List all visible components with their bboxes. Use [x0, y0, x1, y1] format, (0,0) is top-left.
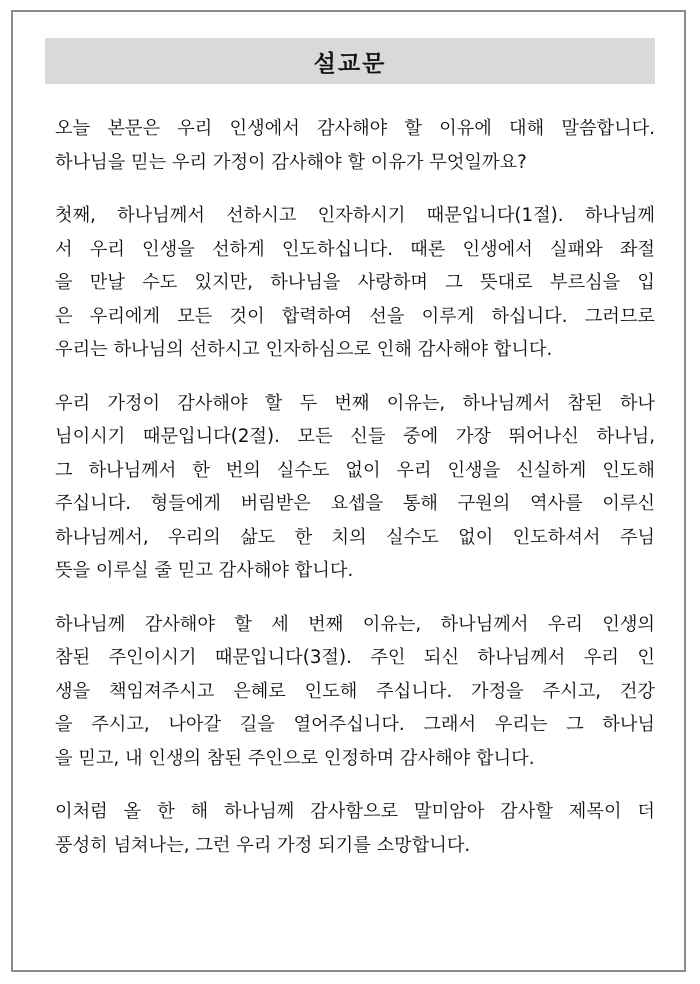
title-banner	[45, 38, 655, 84]
text-line: 생을 책임져주시고 은혜로 인도해 주십니다. 가정을 주시고, 건강	[55, 680, 655, 702]
text-line: 하나님께 감사해야 할 세 번째 이유는, 하나님께서 우리 인생의	[55, 613, 655, 635]
paragraph-second-reason	[55, 387, 655, 588]
paragraph-third-reason	[55, 608, 655, 776]
text-line: 서 우리 인생을 선하게 인도하십니다. 때론 인생에서 실패와 좌절	[55, 238, 655, 260]
paragraph-first-reason	[55, 199, 655, 367]
text-line: 참된 주인이시기 때문입니다(3절). 주인 되신 하나님께서 우리 인	[55, 647, 655, 668]
text-line: 첫째, 하나님께서 선하시고 인자하시기 때문입니다(1절). 하나님께	[55, 205, 655, 226]
text-line: 하나님께서, 우리의 삶도 한 치의 실수도 없이 인도하셔서 주님	[55, 526, 655, 548]
text-line: 풍성히 넘쳐나는, 그런 우리 가정 되기를 소망합니다.	[55, 834, 471, 856]
text-line: 오늘 본문은 우리 인생에서 감사해야 할 이유에 대해 말씀합니다.	[55, 118, 655, 139]
text-line: 은 우리에게 모든 것이 합력하여 선을 이루게 하십니다. 그러므로	[55, 305, 655, 327]
text-line: 이처럼 올 한 해 하나님께 감사함으로 말미암아 감사할 제목이 더	[55, 801, 655, 822]
text-line: 뜻을 이루실 줄 믿고 감사해야 합니다.	[55, 560, 354, 581]
text-line: 그 하나님께서 한 번의 실수도 없이 우리 인생을 신실하게 인도해	[55, 459, 655, 481]
text-line: 을 만날 수도 있지만, 하나님을 사랑하며 그 뜻대로 부르심을 입	[55, 272, 655, 293]
text-line: 우리 가정이 감사해야 할 두 번째 이유는, 하나님께서 참된 하나	[55, 392, 655, 414]
text-line: 우리는 하나님의 선하시고 인자하심으로 인해 감사해야 합니다.	[55, 339, 553, 360]
sermon-body	[55, 112, 655, 882]
text-line: 하나님을 믿는 우리 가정이 감사해야 할 이유가 무엇일까요?	[55, 151, 527, 173]
text-line: 주십니다. 형들에게 버림받은 요셉을 통해 구원의 역사를 이루신	[55, 493, 655, 514]
paragraph-intro	[55, 112, 655, 179]
text-line: 을 주시고, 나아갈 길을 열어주십니다. 그래서 우리는 그 하나님	[55, 714, 655, 735]
paragraph-conclusion	[55, 795, 655, 862]
page-title: 설교문	[313, 50, 387, 77]
text-line: 을 믿고, 내 인생의 참된 주인으로 인정하며 감사해야 합니다.	[55, 747, 535, 769]
text-line: 님이시기 때문입니다(2절). 모든 신들 중에 가장 뛰어나신 하나님,	[55, 426, 655, 447]
